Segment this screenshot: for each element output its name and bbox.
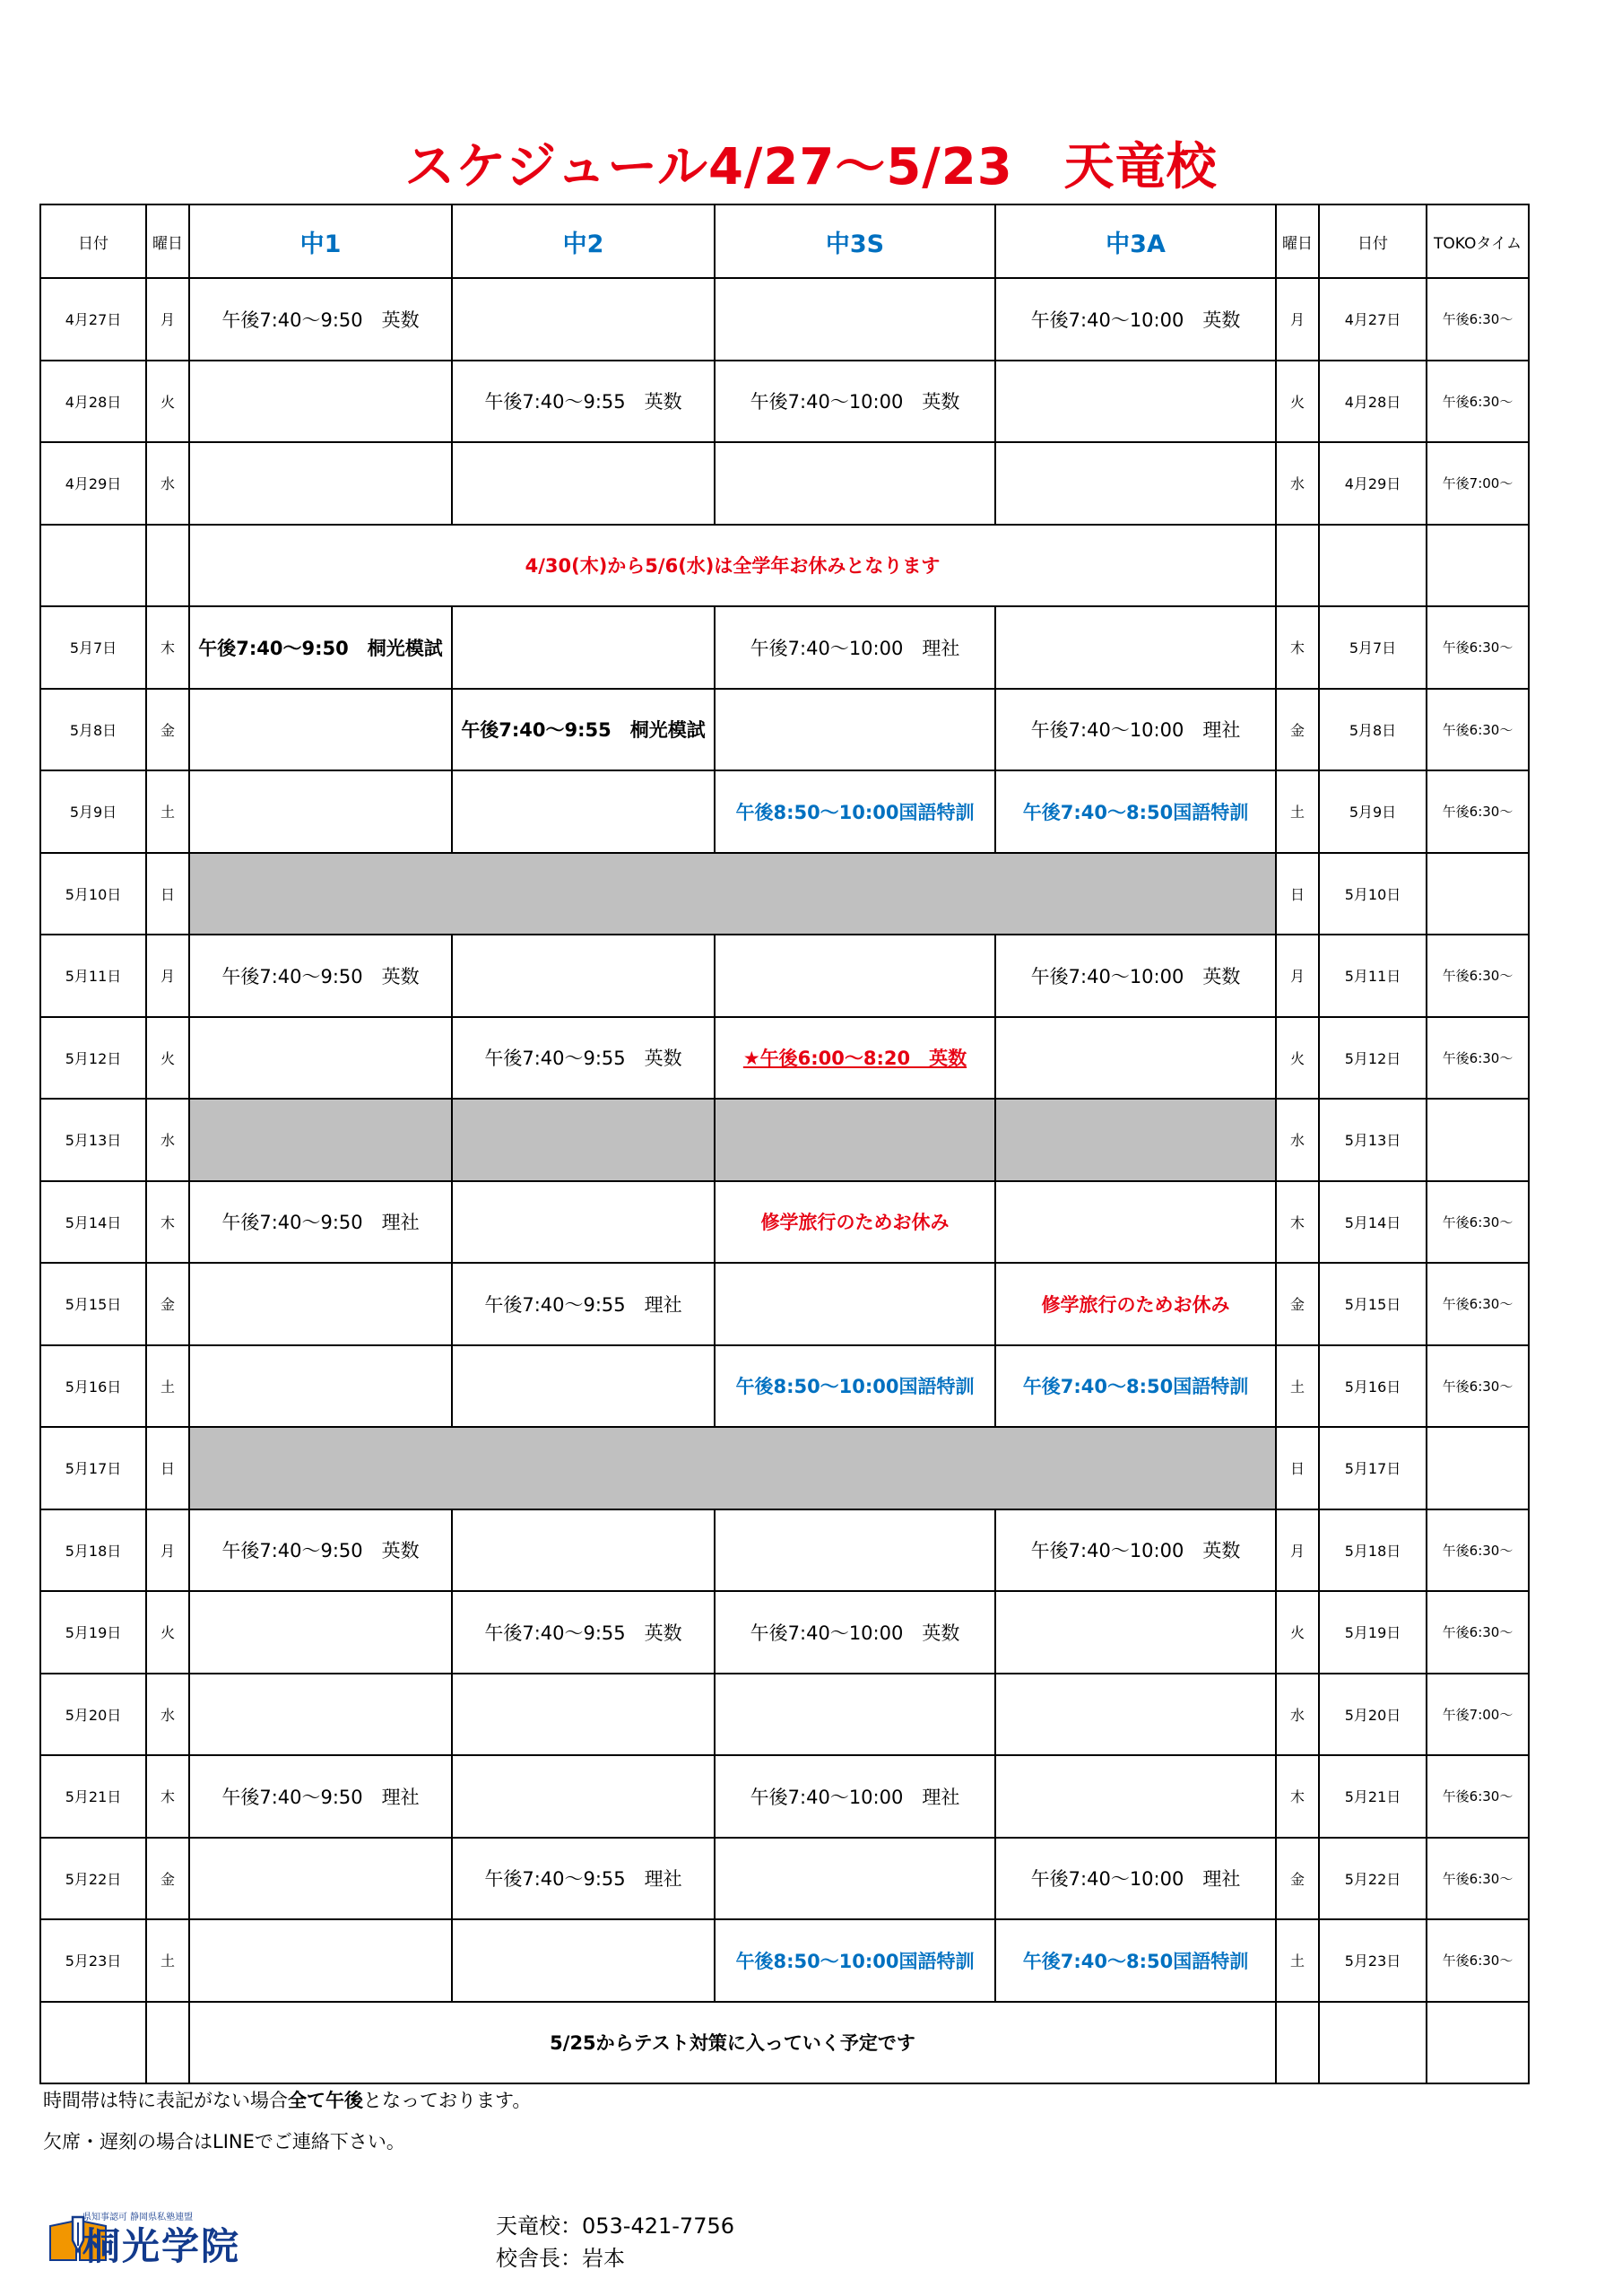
- weekday-right-cell: 日: [1276, 853, 1319, 935]
- date-cell: 5月14日: [40, 1181, 146, 1264]
- closed-cell: [452, 1099, 715, 1181]
- date-right-cell: 5月12日: [1319, 1017, 1427, 1100]
- toko-cell: 午後7:00〜: [1427, 1674, 1529, 1756]
- weekday-right-cell: 火: [1276, 361, 1319, 443]
- toko-cell: 午後6:30〜: [1427, 1591, 1529, 1674]
- toko-cell: 午後6:30〜: [1427, 1838, 1529, 1920]
- class-cell-3: 午後7:40〜10:00 英数: [715, 361, 995, 443]
- date-cell: 5月11日: [40, 935, 146, 1017]
- weekday-cell: 土: [146, 770, 189, 853]
- weekday-cell: 火: [146, 361, 189, 443]
- weekday-right-cell: 土: [1276, 1345, 1319, 1428]
- class-cell-2: 午後7:40〜9:55 英数: [452, 361, 715, 443]
- class-cell-2: 午後7:40〜9:55 英数: [452, 1591, 715, 1674]
- table-row: [40, 1263, 1529, 1345]
- toko-cell: [1427, 1099, 1529, 1181]
- weekday-right-cell: 月: [1276, 278, 1319, 361]
- weekday-right-cell: 土: [1276, 770, 1319, 853]
- date-cell: 5月8日: [40, 689, 146, 771]
- closed-cell: [995, 1099, 1276, 1181]
- header-weekday: 曜日: [146, 204, 189, 278]
- date-cell: 5月22日: [40, 1838, 146, 1920]
- weekday-cell: [146, 2002, 189, 2084]
- toko-cell: 午後6:30〜: [1427, 1263, 1529, 1345]
- class-cell-1: 午後7:40〜9:50 理社: [189, 1755, 452, 1838]
- class-cell-4: 午後7:40〜8:50国語特訓: [995, 1345, 1276, 1428]
- date-cell: 5月20日: [40, 1674, 146, 1756]
- header-toko-time: TOKOタイム: [1427, 204, 1529, 278]
- class-cell-2: [452, 935, 715, 1017]
- class-cell-4: 午後7:40〜10:00 理社: [995, 689, 1276, 771]
- toko-cell: 午後6:30〜: [1427, 770, 1529, 853]
- table-row: [40, 1017, 1529, 1100]
- class-cell-3: 午後7:40〜10:00 理社: [715, 606, 995, 689]
- weekday-cell: 日: [146, 1427, 189, 1509]
- weekday-right-cell: 火: [1276, 1591, 1319, 1674]
- date-cell: 4月27日: [40, 278, 146, 361]
- logo-name: 桐光学院: [82, 2224, 241, 2268]
- closed-cell: [189, 853, 1276, 935]
- weekday-right-cell: 月: [1276, 1509, 1319, 1592]
- logo-subtitle: 県知事認可 静岡県私塾連盟: [82, 2213, 194, 2222]
- weekday-right-cell: 月: [1276, 935, 1319, 1017]
- note-time-c: となっております。: [363, 2090, 532, 2111]
- weekday-cell: 金: [146, 1838, 189, 1920]
- class-cell-1: [189, 442, 452, 525]
- class-cell-3: [715, 278, 995, 361]
- class-cell-3: [715, 442, 995, 525]
- date-cell: 5月9日: [40, 770, 146, 853]
- date-right-cell: 5月19日: [1319, 1591, 1427, 1674]
- weekday-cell: 火: [146, 1591, 189, 1674]
- class-cell-1: [189, 1345, 452, 1428]
- class-cell-1: [189, 361, 452, 443]
- date-right-cell: 5月21日: [1319, 1755, 1427, 1838]
- class-cell-2: [452, 1755, 715, 1838]
- closed-cell: [189, 1427, 1276, 1509]
- class-cell-3: ★午後6:00〜8:20 英数: [715, 1017, 995, 1100]
- note-time: [43, 2086, 531, 2113]
- class-cell-4: 午後7:40〜10:00 英数: [995, 935, 1276, 1017]
- toko-cell: [1427, 2002, 1529, 2084]
- class-cell-4: 午後7:40〜8:50国語特訓: [995, 1919, 1276, 2002]
- header-date: 日付: [40, 204, 146, 278]
- toko-cell: 午後6:30〜: [1427, 689, 1529, 771]
- date-cell: 5月12日: [40, 1017, 146, 1100]
- class-cell-3: 午後7:40〜10:00 英数: [715, 1591, 995, 1674]
- schedule-table: [39, 204, 1530, 2084]
- date-right-cell: 5月11日: [1319, 935, 1427, 1017]
- class-cell-3: 午後7:40〜10:00 理社: [715, 1755, 995, 1838]
- class-cell-2: [452, 1919, 715, 2002]
- table-row: [40, 1919, 1529, 2002]
- class-cell-4: 修学旅行のためお休み: [995, 1263, 1276, 1345]
- toko-cell: 午後6:30〜: [1427, 1509, 1529, 1592]
- toko-cell: [1427, 525, 1529, 607]
- weekday-cell: 月: [146, 1509, 189, 1592]
- class-cell-4: [995, 361, 1276, 443]
- table-row: [40, 1099, 1529, 1181]
- class-cell-2: 午後7:40〜9:55 桐光模試: [452, 689, 715, 771]
- table-row: [40, 1427, 1529, 1509]
- header-grade-1: 中1: [189, 204, 452, 278]
- date-right-cell: [1319, 525, 1427, 607]
- weekday-cell: 木: [146, 606, 189, 689]
- contact-principal: 校舎長：岩本: [496, 2246, 625, 2271]
- weekday-right-cell: [1276, 525, 1319, 607]
- page-title: スケジュール4/27〜5/23 天竜校: [404, 138, 1218, 196]
- table-row: [40, 770, 1529, 853]
- weekday-cell: [146, 525, 189, 607]
- class-cell-3: [715, 1674, 995, 1756]
- table-row: [40, 1755, 1529, 1838]
- weekday-cell: 日: [146, 853, 189, 935]
- table-row: [40, 361, 1529, 443]
- weekday-right-cell: 水: [1276, 1674, 1319, 1756]
- toko-cell: 午後6:30〜: [1427, 1017, 1529, 1100]
- class-cell-4: 午後7:40〜8:50国語特訓: [995, 770, 1276, 853]
- date-right-cell: 5月22日: [1319, 1838, 1427, 1920]
- toko-cell: 午後7:00〜: [1427, 442, 1529, 525]
- class-cell-3: [715, 689, 995, 771]
- date-right-cell: 5月9日: [1319, 770, 1427, 853]
- toko-cell: 午後6:30〜: [1427, 1755, 1529, 1838]
- class-cell-3: 修学旅行のためお休み: [715, 1181, 995, 1264]
- notice-cell: 4/30(木)から5/6(水)は全学年お休みとなります: [189, 525, 1276, 607]
- date-cell: 5月21日: [40, 1755, 146, 1838]
- note-time-a: 時間帯は特に表記がない場合: [43, 2090, 288, 2111]
- class-cell-3: [715, 1263, 995, 1345]
- table-row: [40, 1674, 1529, 1756]
- notice-cell: 5/25からテスト対策に入っていく予定です: [189, 2002, 1276, 2084]
- weekday-cell: 月: [146, 935, 189, 1017]
- header-grade-3s: 中3S: [715, 204, 995, 278]
- class-cell-3: [715, 1838, 995, 1920]
- weekday-cell: 木: [146, 1181, 189, 1264]
- class-cell-2: [452, 606, 715, 689]
- date-right-cell: 5月17日: [1319, 1427, 1427, 1509]
- date-right-cell: 4月27日: [1319, 278, 1427, 361]
- weekday-cell: 土: [146, 1919, 189, 2002]
- closed-cell: [715, 1099, 995, 1181]
- toko-cell: [1427, 1427, 1529, 1509]
- table-row: [40, 525, 1529, 607]
- table-row: [40, 1345, 1529, 1428]
- date-right-cell: 5月7日: [1319, 606, 1427, 689]
- toko-cell: 午後6:30〜: [1427, 606, 1529, 689]
- toko-cell: [1427, 853, 1529, 935]
- date-right-cell: 5月14日: [1319, 1181, 1427, 1264]
- date-cell: 5月18日: [40, 1509, 146, 1592]
- note-time-bold: 全て午後: [288, 2090, 363, 2111]
- class-cell-2: 午後7:40〜9:55 英数: [452, 1017, 715, 1100]
- class-cell-2: [452, 770, 715, 853]
- class-cell-1: 午後7:40〜9:50 理社: [189, 1181, 452, 1264]
- table-row: [40, 1591, 1529, 1674]
- toko-cell: 午後6:30〜: [1427, 278, 1529, 361]
- class-cell-2: [452, 1509, 715, 1592]
- date-cell: 5月23日: [40, 1919, 146, 2002]
- date-right-cell: 5月8日: [1319, 689, 1427, 771]
- class-cell-4: [995, 606, 1276, 689]
- header-grade-3a: 中3A: [995, 204, 1276, 278]
- class-cell-2: [452, 1345, 715, 1428]
- table-row: [40, 2002, 1529, 2084]
- weekday-right-cell: 火: [1276, 1017, 1319, 1100]
- date-right-cell: 4月28日: [1319, 361, 1427, 443]
- weekday-right-cell: 木: [1276, 1181, 1319, 1264]
- class-cell-2: 午後7:40〜9:55 理社: [452, 1263, 715, 1345]
- class-cell-2: [452, 442, 715, 525]
- class-cell-4: [995, 1674, 1276, 1756]
- class-cell-1: [189, 770, 452, 853]
- class-cell-2: [452, 1674, 715, 1756]
- table-row: [40, 935, 1529, 1017]
- date-right-cell: 5月16日: [1319, 1345, 1427, 1428]
- date-cell: 5月19日: [40, 1591, 146, 1674]
- weekday-right-cell: 日: [1276, 1427, 1319, 1509]
- date-cell: [40, 2002, 146, 2084]
- toko-cell: 午後6:30〜: [1427, 1345, 1529, 1428]
- class-cell-1: 午後7:40〜9:50 桐光模試: [189, 606, 452, 689]
- table-row: [40, 853, 1529, 935]
- date-right-cell: 5月10日: [1319, 853, 1427, 935]
- toko-cell: 午後6:30〜: [1427, 361, 1529, 443]
- class-cell-2: [452, 1181, 715, 1264]
- toko-cell: 午後6:30〜: [1427, 1181, 1529, 1264]
- class-cell-3: 午後8:50〜10:00国語特訓: [715, 1345, 995, 1428]
- date-right-cell: 5月23日: [1319, 1919, 1427, 2002]
- weekday-right-cell: 金: [1276, 1263, 1319, 1345]
- weekday-right-cell: 金: [1276, 689, 1319, 771]
- table-row: [40, 1181, 1529, 1264]
- weekday-cell: 土: [146, 1345, 189, 1428]
- date-right-cell: [1319, 2002, 1427, 2084]
- table-row: [40, 278, 1529, 361]
- class-cell-1: [189, 1263, 452, 1345]
- table-row: [40, 442, 1529, 525]
- closed-cell: [189, 1099, 452, 1181]
- class-cell-1: 午後7:40〜9:50 英数: [189, 1509, 452, 1592]
- class-cell-3: 午後8:50〜10:00国語特訓: [715, 1919, 995, 2002]
- class-cell-4: 午後7:40〜10:00 英数: [995, 278, 1276, 361]
- class-cell-3: [715, 1509, 995, 1592]
- class-cell-4: [995, 1755, 1276, 1838]
- table-row: [40, 606, 1529, 689]
- class-cell-1: [189, 1017, 452, 1100]
- weekday-cell: 水: [146, 1099, 189, 1181]
- class-cell-4: [995, 442, 1276, 525]
- date-right-cell: 4月29日: [1319, 442, 1427, 525]
- class-cell-3: [715, 935, 995, 1017]
- weekday-right-cell: 土: [1276, 1919, 1319, 2002]
- table-row: [40, 1509, 1529, 1592]
- weekday-cell: 月: [146, 278, 189, 361]
- weekday-right-cell: [1276, 2002, 1319, 2084]
- date-cell: 5月7日: [40, 606, 146, 689]
- class-cell-2: [452, 278, 715, 361]
- date-right-cell: 5月18日: [1319, 1509, 1427, 1592]
- weekday-right-cell: 水: [1276, 1099, 1319, 1181]
- toko-cell: 午後6:30〜: [1427, 1919, 1529, 2002]
- class-cell-1: [189, 1674, 452, 1756]
- contact-phone: 天竜校：053-421-7756: [496, 2213, 735, 2239]
- class-cell-3: 午後8:50〜10:00国語特訓: [715, 770, 995, 853]
- weekday-right-cell: 木: [1276, 1755, 1319, 1838]
- header-weekday-right: 曜日: [1276, 204, 1319, 278]
- class-cell-4: [995, 1181, 1276, 1264]
- weekday-cell: 木: [146, 1755, 189, 1838]
- toko-cell: 午後6:30〜: [1427, 935, 1529, 1017]
- date-cell: 5月10日: [40, 853, 146, 935]
- date-cell: 5月16日: [40, 1345, 146, 1428]
- class-cell-4: [995, 1591, 1276, 1674]
- class-cell-1: [189, 689, 452, 771]
- date-right-cell: 5月15日: [1319, 1263, 1427, 1345]
- class-cell-4: [995, 1017, 1276, 1100]
- class-cell-1: [189, 1919, 452, 2002]
- weekday-cell: 水: [146, 1674, 189, 1756]
- date-cell: [40, 525, 146, 607]
- note-absence: 欠席・遅刻の場合はLINEでご連絡下さい。: [43, 2131, 405, 2152]
- class-cell-1: 午後7:40〜9:50 英数: [189, 278, 452, 361]
- date-cell: 4月29日: [40, 442, 146, 525]
- header-grade-2: 中2: [452, 204, 715, 278]
- class-cell-1: [189, 1838, 452, 1920]
- date-cell: 5月17日: [40, 1427, 146, 1509]
- table-row: [40, 1838, 1529, 1920]
- class-cell-1: [189, 1591, 452, 1674]
- weekday-right-cell: 木: [1276, 606, 1319, 689]
- date-right-cell: 5月13日: [1319, 1099, 1427, 1181]
- date-cell: 4月28日: [40, 361, 146, 443]
- header-row: [40, 204, 1529, 278]
- weekday-right-cell: 水: [1276, 442, 1319, 525]
- weekday-cell: 金: [146, 1263, 189, 1345]
- weekday-cell: 金: [146, 689, 189, 771]
- date-right-cell: 5月20日: [1319, 1674, 1427, 1756]
- table-row: [40, 689, 1529, 771]
- weekday-cell: 水: [146, 442, 189, 525]
- header-date-right: 日付: [1319, 204, 1427, 278]
- date-cell: 5月13日: [40, 1099, 146, 1181]
- weekday-right-cell: 金: [1276, 1838, 1319, 1920]
- class-cell-4: 午後7:40〜10:00 英数: [995, 1509, 1276, 1592]
- class-cell-1: 午後7:40〜9:50 英数: [189, 935, 452, 1017]
- weekday-cell: 火: [146, 1017, 189, 1100]
- date-cell: 5月15日: [40, 1263, 146, 1345]
- class-cell-4: 午後7:40〜10:00 理社: [995, 1838, 1276, 1920]
- class-cell-2: 午後7:40〜9:55 理社: [452, 1838, 715, 1920]
